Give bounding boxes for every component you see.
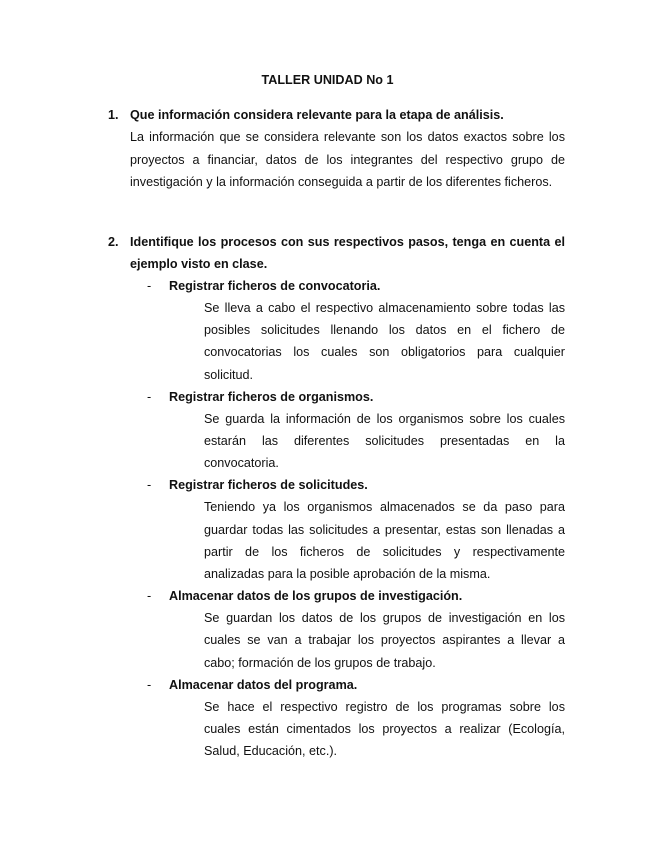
process-item-label: Registrar ficheros de organismos. <box>169 389 374 404</box>
process-item-description: Teniendo ya los organismos almacenados se da paso para guardar todas las solicitudes a presentar, estas son llenadas a partir de los ficheros de solicitudes y respectivamente analizadas para la posible aprobación de la misma. <box>204 500 565 582</box>
bullet-dash: - <box>147 389 152 404</box>
question-1-heading-text: Que información considera relevante para la etapa de análisis. <box>130 108 504 122</box>
process-item-label: Almacenar datos de los grupos de investigación. <box>169 589 463 604</box>
question-2-heading <box>108 231 565 275</box>
process-item-description: Se guardan los datos de los grupos de investigación en los cuales se van a trabajar los proyectos aspirantes a llevar a cabo; formación de los grupos de trabajo. <box>204 611 565 670</box>
process-item-label: Almacenar datos del programa. <box>169 677 358 692</box>
process-item-heading <box>147 386 565 408</box>
process-item-label: Registrar ficheros de convocatoria. <box>169 279 381 293</box>
process-item-label: Registrar ficheros de solicitudes. <box>169 478 368 493</box>
question-1-heading <box>108 104 565 126</box>
process-item-organismos <box>108 386 565 475</box>
question-1-number: 1. <box>108 108 119 122</box>
bullet-dash: - <box>147 478 152 493</box>
question-1 <box>108 104 565 194</box>
process-item-description: Se guarda la información de los organismos sobre los cuales estarán las diferentes solicitudes presentadas en la convocatoria. <box>204 411 565 471</box>
bullet-dash: - <box>147 589 152 604</box>
process-item-description: Se lleva a cabo el respectivo almacenamiento sobre todas las posibles solicitudes llenando los datos en el fichero de convocatorias los cuales son obligatorios para cualquier solicitud. <box>204 301 565 382</box>
question-2-number: 2. <box>108 235 119 249</box>
document-title: TALLER UNIDAD No 1 <box>261 73 394 87</box>
bullet-dash: - <box>147 279 152 293</box>
process-item-heading <box>147 474 565 496</box>
question-1-answer: La información que se considera relevante son los datos exactos sobre los proyectos a financiar, datos de los integrantes del respectivo grupo de investigación y la información conseguida a partir de los diferentes ficheros. <box>130 130 565 189</box>
process-item-heading <box>147 585 565 607</box>
process-item-convocatoria <box>108 275 565 386</box>
process-item-heading <box>147 674 565 696</box>
process-item-programa <box>108 674 565 763</box>
process-item-description: Se hace el respectivo registro de los programas sobre los cuales están cimentados los proyectos a realizar (Ecología, Salud, Educación, etc.). <box>204 699 565 759</box>
process-item-heading <box>147 275 565 297</box>
bullet-dash: - <box>147 677 152 692</box>
question-2-heading-text: Identifique los procesos con sus respectivos pasos, tenga en cuenta el ejemplo visto en clase. <box>130 235 565 271</box>
process-item-grupos-investigacion <box>108 585 565 674</box>
process-item-solicitudes <box>108 474 565 585</box>
question-2 <box>108 231 565 762</box>
